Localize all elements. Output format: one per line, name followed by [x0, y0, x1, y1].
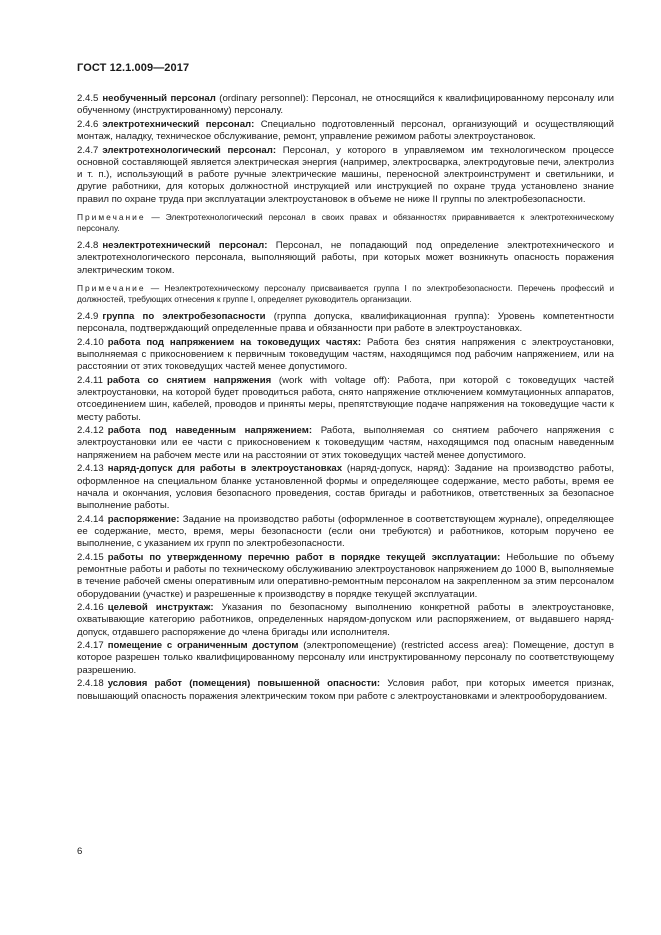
document-body	[77, 93, 614, 704]
clause-number: 2.4.15	[77, 551, 104, 563]
defined-term: группа по электробезопасности	[102, 310, 266, 322]
clause-number: 2.4.9	[77, 310, 99, 322]
definition-text: Персонал, у которого в управляемом им технологическом процессе основной составляющей является электрическая энергия (например, электросварка, электродуговые печи, электролиз и т. п.), использующий в работе ручные электрические машины, переносной электроинструмент и светильники, и другие работники, для которых должностной инструкцией или инструкцией по охране труда установлено знание правил по охране труда при эксплуатации электроустановок в объеме не ниже II группы по электробезопасности.	[77, 144, 614, 205]
note-label: Примечание	[77, 212, 146, 223]
page-number: 6	[77, 846, 83, 857]
definition-text: Работа, выполняемая со снятием рабочего напряжения с электроустановки или ее части с прикосновением к токоведущим частям, находящимся под опасным наведенным напряжением на рабочем месте или на расстоянии от этих токоведущих частей менее допустимого.	[77, 425, 614, 461]
definition-paragraph	[77, 602, 614, 639]
note	[77, 283, 614, 305]
clause-number: 2.4.7	[77, 144, 99, 156]
definition-text: Небольшие по объему ремонтные работы и работы по техническому обслуживанию электроустановок напряжением до 1000 В, выполняемые в течение рабочей смены оперативным или оперативно-ремонтным персоналом на закрепленном за этим персоналом оборудовании (участке) и разрешенные к производству в порядке текущей эксплуатации.	[77, 551, 614, 600]
definition-paragraph	[77, 119, 614, 144]
definition-paragraph	[77, 311, 614, 336]
definition-paragraph	[77, 145, 614, 206]
definition-text: Работа без снятия напряжения с электроустановки, выполняемая с прикосновением к первичным токоведущим частям, находящимся под рабочим напряжением, или на расстоянии от этих токоведущих частей менее допустимого.	[77, 336, 614, 373]
clause-number: 2.4.17	[77, 640, 104, 652]
defined-term: электротехнический персонал:	[102, 118, 255, 130]
clause-number: 2.4.8	[77, 240, 99, 252]
note-label: Примечание	[77, 282, 146, 293]
definition-paragraph	[77, 552, 614, 601]
definition-text: (ordinary personnel): Персонал, не относящийся к квалифицированному персоналу или обученному (инструктированному) персоналу.	[77, 93, 614, 117]
defined-term: неэлектротехнический персонал:	[102, 240, 268, 252]
definition-paragraph	[77, 640, 614, 677]
definition-text: Персонал, не попадающий под определение электротехнического и электротехнологического персонала, выполняющий работы, при которых может возникнуть опасность поражения электрическим током.	[77, 240, 614, 276]
clause-number: 2.4.12	[77, 425, 104, 437]
definition-text: (наряд-допуск, наряд): Задание на производство работы, оформленное на специальном бланке установленной формы и определяющее содержание, место работы, время ее начала и окончания, условия безопасного проведения, состав бригады и работников, ответственных за безопасное выполнение работы.	[77, 463, 614, 512]
defined-term: условия работ (помещения) повышенной опасности:	[107, 678, 381, 690]
clause-number: 2.4.18	[77, 678, 104, 690]
defined-term: работа со снятием напряжения	[106, 374, 272, 386]
definition-paragraph	[77, 337, 614, 374]
definition-text: Указания по безопасному выполнению конкретной работы в электроустановке, охватывающие категорию работников, определенных нарядом-допуском или распоряжением, от выдавшего наряд-допуск, отдавшего распоряжение до члена бригады или исполнителя.	[77, 602, 614, 638]
definition-paragraph	[77, 93, 614, 118]
clause-number: 2.4.16	[77, 602, 104, 614]
defined-term: распоряжение:	[107, 513, 180, 525]
document-header: ГОСТ 12.1.009—2017	[77, 62, 190, 74]
clause-number: 2.4.5	[77, 93, 99, 104]
defined-term: работы по утвержденному перечню работ в порядке текущей эксплуатации:	[107, 551, 501, 563]
note	[77, 212, 614, 234]
definition-paragraph	[77, 375, 614, 424]
definition-text: (work with voltage off): Работа, при которой с токоведущих частей электроустановки, на которой будет проводиться работа, снято напряжение отключением коммутационных аппаратов, отсоединением шин, кабелей, проводов и приняты меры, препятствующие подаче напряжения на токоведущие части к месту работы.	[77, 374, 614, 423]
definition-paragraph	[77, 514, 614, 551]
defined-term: работа под наведенным напряжением:	[107, 425, 313, 437]
definition-text: Специально подготовленный персонал, организующий и осуществляющий монтаж, наладку, техническое обслуживание, ремонт, управление режимом работы электроустановок.	[77, 118, 614, 143]
defined-term: необученный персонал	[102, 93, 216, 104]
defined-term: электротехнологический персонал:	[102, 144, 277, 156]
definition-text: Условия работ, при которых имеется признак, повышающий опасность поражения электрическим током при работе с электроустановками и электрооборудованием.	[77, 678, 615, 702]
clause-number: 2.4.13	[77, 463, 104, 475]
definition-paragraph	[77, 240, 614, 277]
definition-paragraph	[77, 678, 614, 703]
definition-paragraph	[77, 463, 614, 512]
clause-number: 2.4.6	[77, 118, 99, 130]
defined-term: наряд-допуск для работы в электроустановках	[107, 463, 343, 475]
clause-number: 2.4.10	[77, 336, 104, 348]
definition-text: (группа допуска, квалификационная группа): Уровень компетентности персонала, подтверждающий определенные права и обязанности при работе в электроустановках.	[77, 310, 614, 335]
clause-number: 2.4.11	[77, 374, 103, 386]
definition-text: Задание на производство работы (оформленное в соответствующем журнале), определяющее ее содержание, место, время, меры безопасности (если они требуются) и работников, которым поручено ее выполнение, с указанием их групп по электробезопасности.	[77, 513, 614, 550]
defined-term: помещение с ограниченным доступом	[107, 640, 299, 652]
defined-term: работа под напряжением на токоведущих частях:	[107, 336, 362, 348]
definition-text: (электропомещение) (restricted access area): Помещение, доступ в которое разрешен только квалифицированному персоналу или инструктированному персоналу по соответствующему разрешению.	[77, 640, 614, 676]
note-text: — Неэлектротехническому персоналу присваивается группа I по электробезопасности. Перечень профессий и должностей, требующих отнесения к группе I, определяет руководитель организации.	[77, 282, 614, 304]
definition-paragraph	[77, 425, 614, 462]
note-text: — Электротехнологический персонал в своих правах и обязанностях приравнивается к электротехническому персоналу.	[77, 212, 614, 234]
clause-number: 2.4.14	[77, 513, 104, 525]
defined-term: целевой инструктаж:	[107, 602, 214, 614]
